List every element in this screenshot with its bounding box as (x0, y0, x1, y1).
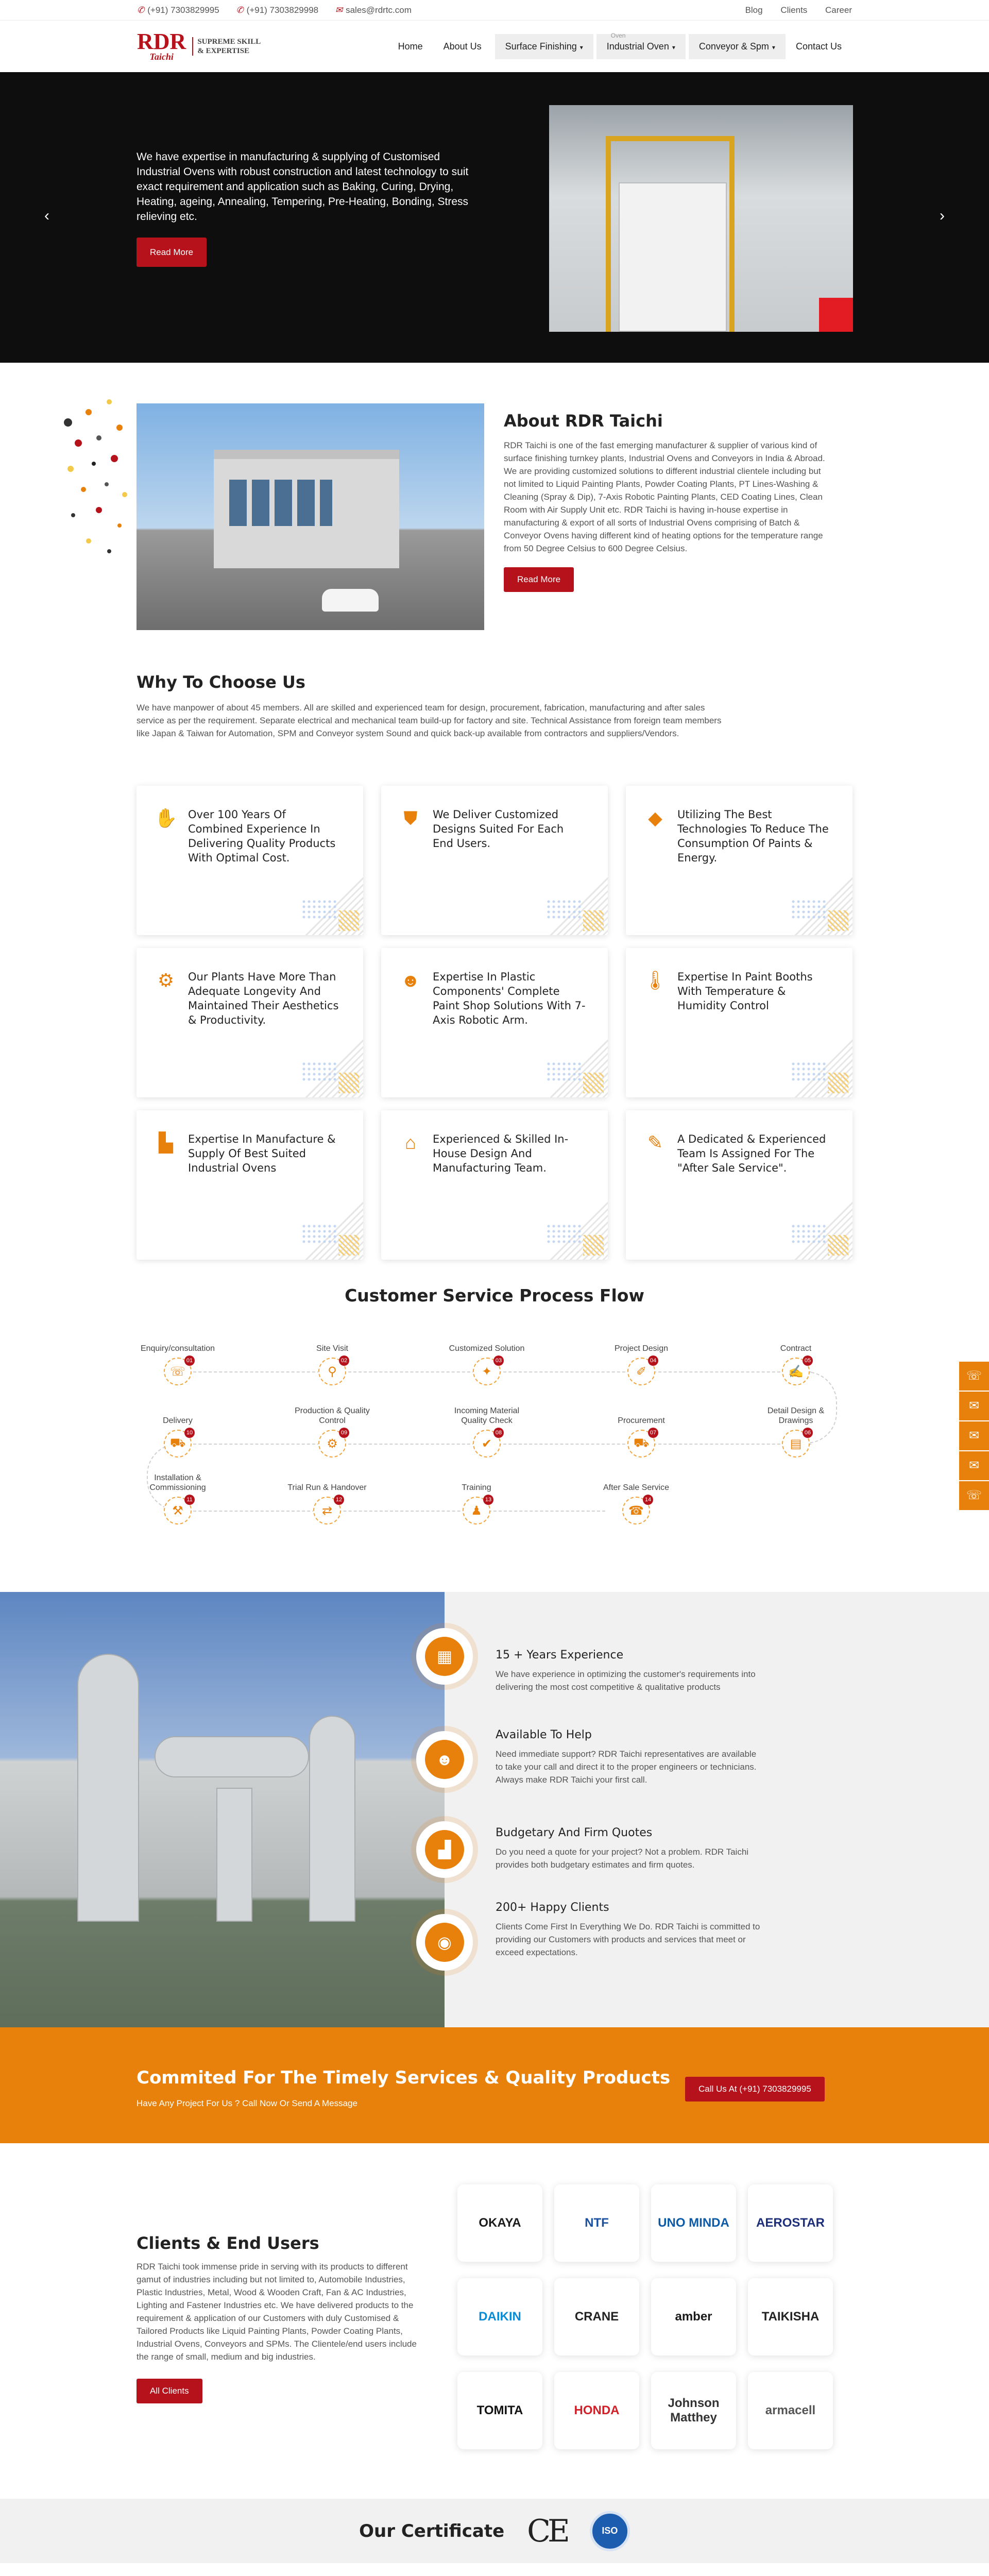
nav-surface-finishing-label: Surface Finishing (505, 41, 577, 52)
ce-mark-logo: CE (527, 2513, 567, 2549)
why-card (137, 948, 363, 1097)
step-label: Training (462, 1483, 491, 1492)
process-step (291, 1404, 373, 1458)
duct-shape (77, 1654, 139, 1922)
tag-icon: ✎ (647, 1132, 663, 1153)
step-number: 01 (184, 1355, 195, 1366)
why-card (137, 1110, 363, 1260)
gear-icon: ⚙ (157, 970, 175, 991)
phone-link-1[interactable]: ✆ (+91) 7303829995 (137, 5, 219, 15)
hero-caption (137, 149, 487, 267)
about-read-more-button[interactable]: Read More (504, 567, 574, 592)
feature-text: Do you need a quote for your project? Not a problem. RDR Taichi provides both budgetary estimates and firm quotes. (496, 1847, 749, 1870)
about-text: RDR Taichi is one of the fast emerging manufacturer & supplier of various kind of surface finishing turnkey plants, Industrial Ovens and Conveyors in India & Abroad. We are providing customized solutions to different industrial clientele including but not limited to Liquid Painting Plants, Powder Coating Plants, PT Lines-Washing & Cleaning (Spray & Dip), 7-Axis Robotic Painting Plants, CED Coating Lines, Clean Room with Air Supply Unit etc. RDR Taichi is having in-house expertise in manufacturing & export of all sorts of Industrial Ovens comprising of Batch & Conveyor Ovens having different kind of heating options for the temperature range from 50 Degree Celsius to 600 Degree Celsius. (504, 440, 825, 553)
feature-title: Budgetary And Firm Quotes (496, 1826, 653, 1839)
feature-title: Available To Help (496, 1728, 592, 1741)
feature-badge (416, 1821, 473, 1878)
iso-badge-logo: ISO (590, 2511, 630, 2551)
factory-building (214, 450, 399, 568)
client-logo-okaya: OKAYA (457, 2184, 542, 2262)
contract-icon: ✍ 05 (782, 1358, 810, 1385)
process-step (137, 1471, 219, 1524)
card-stripes-decoration (583, 1235, 604, 1256)
cta-title: Commited For The Timely Services & Quality Products (137, 2067, 671, 2088)
card-dots-decoration (546, 1061, 582, 1082)
step-label: Trial Run & Handover (287, 1483, 367, 1492)
feature-badge (416, 1731, 473, 1788)
why-card (381, 948, 608, 1097)
phone-link-2[interactable]: ✆ (+91) 7303829998 (236, 5, 319, 15)
handover-icon: ⇄ 12 (313, 1497, 341, 1524)
card-stripes-decoration (338, 910, 359, 931)
step-label: Production & Quality Control (295, 1406, 370, 1425)
hero-read-more-button[interactable]: Read More (137, 238, 207, 267)
certificate-section (0, 2499, 989, 2563)
about-factory-image (137, 403, 484, 630)
process-step (600, 1332, 683, 1385)
card-stripes-decoration (828, 1073, 848, 1093)
training-icon: ♟ 13 (463, 1497, 490, 1524)
decorative-dots (58, 392, 135, 562)
drawings-icon: ▤ 06 (782, 1430, 810, 1458)
card-stripes-decoration (828, 910, 848, 931)
clients-icon: ◉ (425, 1923, 464, 1962)
home-icon: ⌂ (405, 1132, 416, 1153)
about-section (504, 411, 833, 592)
card-stripes-decoration (338, 1073, 359, 1093)
why-card (626, 948, 852, 1097)
hero-oven-image (549, 105, 853, 332)
client-logos (457, 2184, 833, 2449)
step-label: Customized Solution (449, 1344, 525, 1353)
why-cards (137, 786, 852, 1260)
shield-icon: ⛊ (403, 807, 418, 828)
mail-tab-icon[interactable]: ✉ (959, 1392, 989, 1421)
message-tab-icon[interactable]: ✉ (959, 1451, 989, 1481)
about-title: About RDR Taichi (504, 411, 663, 431)
client-logo-taikisha: TAIKISHA (748, 2278, 833, 2355)
process-step (286, 1471, 368, 1524)
process-step (755, 1332, 837, 1385)
why-card-text: Expertise In Paint Booths With Temperature & Humidity Control (677, 971, 813, 1012)
process-step (446, 1332, 528, 1385)
call-tab-icon[interactable]: ☏ (959, 1362, 989, 1392)
floating-contact-tabs (959, 1362, 989, 1511)
why-card-text: Our Plants Have More Than Adequate Longevity And Maintained Their Aesthetics & Productivity. (188, 971, 339, 1026)
why-card (137, 786, 363, 935)
feature-text: We have experience in optimizing the customer's requirements into delivering the most cost competitive & qualitative products (496, 1669, 756, 1692)
feature-text: Clients Come First In Everything We Do. RDR Taichi is committed to providing our Customers with products and services that meet or exceed expectations. (496, 1922, 760, 1957)
logo-tagline: SUPREME SKILL & EXPERTISE (192, 37, 261, 56)
nav-conveyor[interactable] (689, 34, 786, 59)
certificate-title: Our Certificate (359, 2520, 505, 2541)
design-icon: ✐ 04 (627, 1358, 655, 1385)
site-logo[interactable] (137, 31, 261, 61)
why-card-text: Experienced & Skilled In-House Design And Manufacturing Team. (433, 1133, 569, 1174)
topbar-link-clients[interactable]: Clients (780, 5, 808, 15)
step-number: 10 (184, 1428, 195, 1438)
why-title: Why To Choose Us (137, 672, 305, 692)
client-logo-ntf: NTF (554, 2184, 639, 2262)
feature-item (496, 1649, 763, 1693)
client-logo-tomita: TOMITA (457, 2372, 542, 2449)
step-label: Project Design (614, 1344, 669, 1353)
installation-icon: ⚒ 11 (164, 1497, 192, 1524)
chart-icon: ▟ (425, 1830, 464, 1869)
solution-icon: ✦ 03 (473, 1358, 501, 1385)
clients-section (137, 2233, 425, 2403)
card-dots-decoration (301, 1224, 337, 1244)
card-dots-decoration (791, 899, 827, 920)
why-choose-us (137, 672, 852, 740)
step-number: 06 (803, 1428, 813, 1438)
nav-conveyor-label: Conveyor & Spm (698, 41, 769, 52)
flow-line-3 (178, 1511, 605, 1512)
feature-badge (416, 1914, 473, 1971)
step-label: Installation & Commissioning (149, 1473, 206, 1492)
feature-item (496, 1826, 763, 1871)
process-step (435, 1471, 518, 1524)
clients-title: Clients & End Users (137, 2233, 319, 2253)
step-number: 05 (803, 1355, 813, 1366)
hero-text: We have expertise in manufacturing & supplying of Customised Industrial Ovens with robust construction and latest technology to suit exact requirement and application such as Baking, Curing, Drying, Heating, ageing, Annealing, Tempering, Pre-Heating, Bonding, Stress relieving etc. (137, 151, 469, 223)
factory-ducts-image (0, 1592, 445, 2027)
call-us-button[interactable]: Call Us At (+91) 7303829995 (685, 2077, 825, 2102)
card-dots-decoration (791, 1061, 827, 1082)
why-card (626, 1110, 852, 1260)
step-number: 02 (339, 1355, 349, 1366)
step-number: 03 (493, 1355, 504, 1366)
step-label: Incoming Material Quality Check (454, 1406, 520, 1425)
client-logo-armacell: armacell (748, 2372, 833, 2449)
step-number: 09 (339, 1428, 349, 1438)
enquiry-tab-icon[interactable]: ✉ (959, 1421, 989, 1451)
hero-slider (0, 72, 989, 363)
slider-next-arrow[interactable]: › (940, 207, 945, 224)
step-label: Contract (780, 1344, 812, 1353)
phone-icon: ✆ (137, 5, 145, 15)
feature-item (496, 1901, 763, 1959)
nav-industrial-oven[interactable] (596, 31, 686, 59)
step-label: Site Visit (316, 1344, 348, 1353)
team-icon: ☻ (401, 970, 420, 991)
card-stripes-decoration (583, 1073, 604, 1093)
card-dots-decoration (301, 1061, 337, 1082)
feature-text: Need immediate support? RDR Taichi representatives are available to take your call and direct it to the proper engineers or technicians. Always make RDR Taichi your first call. (496, 1749, 757, 1785)
nav-home[interactable]: Home (398, 41, 423, 52)
why-text: We have manpower of about 45 members. All are skilled and experienced team for design, procurement, fabrication, manufacturing and after sales service as per the requirement. Separate electrical and mechanical team build-up for factory and site. Technical Assistance from foreign team members like Japan & Taiwan for Automation, SPM and Conveyor system Sound and quick back-up available from contractors and suppliers/Vendors. (137, 703, 722, 738)
step-number: 08 (493, 1428, 504, 1438)
client-logo-uno-minda: UNO MINDA (651, 2184, 736, 2262)
phone-icon: ☏ 01 (164, 1358, 192, 1385)
why-card-text: Over 100 Years Of Combined Experience In Delivering Quality Products With Optimal Cost. (188, 808, 336, 864)
process-step (137, 1404, 219, 1458)
process-step (446, 1404, 528, 1458)
why-card-text: A Dedicated & Experienced Team Is Assigned For The "After Sale Service". (677, 1133, 826, 1174)
topbar-link-career[interactable]: Career (825, 5, 852, 15)
top-bar (0, 0, 989, 21)
step-label: After Sale Service (603, 1483, 670, 1492)
quality-check-icon: ✔ 08 (473, 1430, 501, 1458)
card-stripes-decoration (583, 910, 604, 931)
duct-shape (216, 1788, 252, 1922)
why-card-text: Expertise In Manufacture & Supply Of Best Suited Industrial Ovens (188, 1133, 336, 1174)
hand-coin-icon: ✋ (154, 807, 178, 828)
step-number: 13 (483, 1495, 493, 1505)
step-number: 04 (648, 1355, 658, 1366)
client-logo-amber: amber (651, 2278, 736, 2355)
delivery-icon: ⛟ 10 (164, 1430, 192, 1458)
cta-subtitle: Have Any Project For Us ? Call Now Or Send A Message (137, 2098, 357, 2108)
step-number: 12 (334, 1495, 344, 1505)
phone-icon: ✆ (236, 5, 244, 15)
step-number: 14 (643, 1495, 653, 1505)
why-card-text: We Deliver Customized Designs Suited For Each End Users. (433, 808, 564, 850)
parked-car (322, 589, 379, 612)
hero-accent-square (819, 298, 853, 332)
site-header (0, 21, 989, 72)
process-flow (137, 1332, 852, 1538)
features-section (0, 1592, 989, 2027)
card-dots-decoration (546, 899, 582, 920)
client-logo-aerostar: AEROSTAR (748, 2184, 833, 2262)
step-label: Delivery (163, 1416, 193, 1425)
why-card (381, 786, 608, 935)
step-label: Procurement (618, 1416, 665, 1425)
why-card (626, 786, 852, 935)
topbar-link-blog[interactable]: Blog (745, 5, 763, 15)
why-card-text: Expertise In Plastic Components' Complete Paint Shop Solutions With 7-Axis Robotic Arm. (433, 971, 586, 1026)
process-step (755, 1404, 837, 1458)
client-logo-crane: CRANE (554, 2278, 639, 2355)
card-stripes-decoration (338, 1235, 359, 1256)
why-card (381, 1110, 608, 1260)
support-icon: ☻ (425, 1740, 464, 1779)
step-label: Detail Design & Drawings (767, 1406, 825, 1425)
diamond-icon: ◆ (648, 807, 662, 828)
process-title: Customer Service Process Flow (345, 1285, 644, 1306)
feature-item (496, 1728, 763, 1786)
card-dots-decoration (791, 1224, 827, 1244)
card-dots-decoration (546, 1224, 582, 1244)
oven-body (619, 182, 727, 332)
card-stripes-decoration (828, 1235, 848, 1256)
nav-surface-finishing[interactable] (495, 34, 593, 59)
slider-prev-arrow[interactable]: ‹ (44, 207, 49, 224)
nav-contact[interactable]: Contact Us (795, 41, 842, 52)
duct-shape (309, 1716, 355, 1922)
process-step (600, 1404, 683, 1458)
client-logo-daikin: DAIKIN (457, 2278, 542, 2355)
procurement-icon: ⛟ 07 (627, 1430, 655, 1458)
logo-mark: RDR Taichi (137, 29, 186, 62)
building-icon: ▦ (425, 1637, 464, 1676)
feature-title: 15 + Years Experience (496, 1649, 624, 1662)
feature-badge (416, 1628, 473, 1685)
production-icon: ⚙ 09 (318, 1430, 346, 1458)
site-footer (0, 2563, 989, 2576)
process-step (137, 1332, 219, 1385)
site-visit-icon: ⚲ 02 (318, 1358, 346, 1385)
thermometer-icon: 🌡 (643, 970, 667, 991)
client-logo-johnson-matthey: Johnson Matthey (651, 2372, 736, 2449)
all-clients-button[interactable]: All Clients (137, 2379, 202, 2403)
after-sale-icon: ☎ 14 (622, 1497, 650, 1524)
email-link[interactable]: ✉ sales@rdrtc.com (335, 5, 412, 15)
feature-title: 200+ Happy Clients (496, 1901, 609, 1914)
duct-shape (155, 1736, 309, 1777)
step-number: 07 (648, 1428, 658, 1438)
client-logo-honda: HONDA (554, 2372, 639, 2449)
factory-icon: ▙ (159, 1132, 173, 1153)
nav-about[interactable]: About Us (443, 41, 482, 52)
nav-industrial-oven-label: Industrial Oven (606, 41, 669, 52)
whatsapp-tab-icon[interactable]: ☏ (959, 1481, 989, 1511)
cta-band (0, 2027, 989, 2143)
process-step (291, 1332, 373, 1385)
step-number: 11 (184, 1495, 195, 1505)
mail-icon: ✉ (335, 5, 343, 15)
card-dots-decoration (301, 899, 337, 920)
step-label: Enquiry/consultation (140, 1344, 215, 1353)
main-nav (388, 31, 852, 59)
clients-text: RDR Taichi took immense pride in serving with its products to different gamut of industries including but not limited to, Automobile Industries, Plastic Industries, Metal, Wood & Wooden Craft, Fan & AC Industries, Lighting and Fastener Industries etc. We have delivered products to the requirement & application of our Customers with duly Customised & Tailored Products like Liquid Painting Plants, Powder Coating Plants, Industrial Ovens, Conveyors and SPMs. The Clientele/end users include the range of small, medium and big industries. (137, 2262, 417, 2362)
process-step (595, 1471, 677, 1524)
nav-oven-hint: Oven (610, 31, 626, 39)
why-card-text: Utilizing The Best Technologies To Reduce The Consumption Of Paints & Energy. (677, 808, 829, 864)
